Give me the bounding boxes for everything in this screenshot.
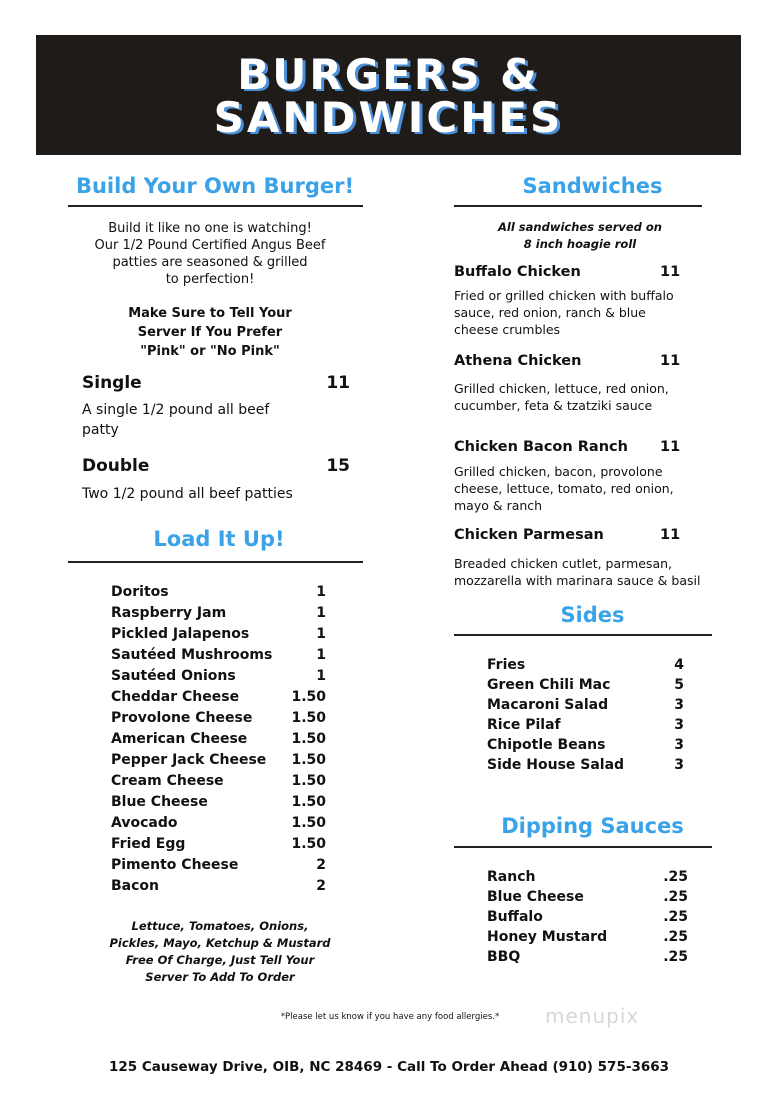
item-name: Fries (487, 657, 526, 673)
list-item (487, 887, 688, 907)
menupix-watermark: menupix (545, 1004, 640, 1028)
byob-intro-line: patties are seasoned & grilled (112, 255, 308, 270)
item-name: Blue Cheese (111, 794, 208, 810)
list-item (111, 729, 326, 750)
item-name: Ranch (487, 869, 536, 885)
sandwich-desc-line: cheese, lettuce, tomato, red onion, (454, 481, 674, 496)
item-price: 1.50 (291, 710, 326, 726)
list-item (111, 750, 326, 771)
burger-desc-line: A single 1/2 pound all beef (82, 402, 270, 418)
list-item (111, 582, 326, 603)
item-price: .25 (663, 909, 688, 925)
sandwich-desc (454, 463, 754, 514)
item-price: .25 (663, 949, 688, 965)
sandwiches-note-line: All sandwiches served on (498, 220, 662, 234)
list-item (487, 735, 684, 755)
list-item (111, 792, 326, 813)
list-item (487, 755, 684, 775)
burger-double-price: 15 (326, 456, 350, 476)
sandwich-desc (454, 555, 764, 589)
item-name: Rice Pilaf (487, 717, 561, 733)
item-name: Cheddar Cheese (111, 689, 240, 705)
item-name: Pepper Jack Cheese (111, 752, 267, 768)
item-price: 1 (316, 668, 326, 684)
item-price: .25 (663, 889, 688, 905)
sandwich-price: 11 (660, 439, 681, 455)
byob-note-line: Make Sure to Tell Your (128, 306, 292, 321)
item-price: 1 (316, 626, 326, 642)
list-item (111, 834, 326, 855)
list-item (111, 645, 326, 666)
sandwiches-note (455, 219, 705, 253)
item-price: 3 (674, 757, 684, 773)
list-item (487, 715, 684, 735)
sandwich-desc-line: Grilled chicken, bacon, provolone (454, 464, 663, 479)
item-price: 1 (316, 584, 326, 600)
sides-title: Sides (560, 603, 625, 627)
burger-double-desc (82, 484, 362, 504)
sandwiches-divider (454, 205, 702, 207)
item-name: Blue Cheese (487, 889, 584, 905)
item-price: 1.50 (291, 773, 326, 789)
burger-desc-line: patty (82, 422, 119, 438)
item-price: 1 (316, 605, 326, 621)
item-price: 1.50 (291, 731, 326, 747)
sandwiches-title: Sandwiches (522, 174, 663, 198)
burger-single-name: Single (82, 373, 142, 393)
sauces-title: Dipping Sauces (501, 814, 684, 838)
list-item (111, 771, 326, 792)
item-price: .25 (663, 869, 688, 885)
list-item (487, 927, 688, 947)
byob-intro-line: Our 1/2 Pound Certified Angus Beef (94, 238, 326, 253)
header-title-line-1: BURGERS & (237, 50, 540, 99)
sandwich-desc (454, 287, 754, 338)
sandwich-desc-line: cucumber, feta & tzatziki sauce (454, 398, 653, 413)
sandwich-desc-line: mayo & ranch (454, 498, 543, 513)
sandwiches-note-line: 8 inch hoagie roll (523, 237, 637, 251)
sauces-list (487, 867, 688, 967)
header-title-line-2: SANDWICHES (213, 93, 564, 142)
sandwich-desc-line: mozzarella with marinara sauce & basil (454, 573, 701, 588)
loadup-list (111, 582, 326, 897)
item-name: Cream Cheese (111, 773, 224, 789)
burger-desc-line: Two 1/2 pound all beef patties (82, 486, 293, 502)
item-name: Avocado (111, 815, 178, 831)
item-price: 4 (674, 657, 684, 673)
list-item (487, 947, 688, 967)
item-name: Sautéed Mushrooms (111, 647, 273, 663)
loadup-divider (68, 561, 363, 563)
item-name: BBQ (487, 949, 521, 965)
byob-title: Build Your Own Burger! (75, 174, 355, 198)
item-price: 2 (316, 878, 326, 894)
sides-divider (454, 634, 712, 636)
list-item (111, 666, 326, 687)
sandwich-desc (454, 380, 754, 414)
item-price: 3 (674, 737, 684, 753)
free-note-line: Server To Add To Order (145, 970, 295, 984)
item-price: 1.50 (291, 794, 326, 810)
item-price: 1.50 (291, 815, 326, 831)
item-name: Doritos (111, 584, 169, 600)
sandwich-desc-line: Fried or grilled chicken with buffalo (454, 288, 674, 303)
sandwich-desc-line: Breaded chicken cutlet, parmesan, (454, 556, 672, 571)
list-item (111, 876, 326, 897)
byob-note (60, 304, 360, 361)
item-name: American Cheese (111, 731, 248, 747)
item-price: 5 (674, 677, 684, 693)
byob-note-line: "Pink" or "No Pink" (140, 344, 280, 359)
item-name: Pickled Jalapenos (111, 626, 250, 642)
burger-single-price: 11 (326, 373, 350, 393)
sandwich-desc-line: Grilled chicken, lettuce, red onion, (454, 381, 669, 396)
item-name: Honey Mustard (487, 929, 608, 945)
item-name: Side House Salad (487, 757, 625, 773)
burger-double-name: Double (82, 456, 150, 476)
sandwich-desc-line: sauce, red onion, ranch & blue (454, 305, 646, 320)
byob-intro (60, 220, 360, 288)
item-name: Bacon (111, 878, 160, 894)
item-price: .25 (663, 929, 688, 945)
sides-list (487, 655, 684, 775)
list-item (487, 655, 684, 675)
list-item (111, 624, 326, 645)
list-item (111, 855, 326, 876)
byob-note-line: Server If You Prefer (137, 325, 283, 340)
sandwich-name: Buffalo Chicken (454, 264, 581, 280)
sandwich-price: 11 (660, 353, 681, 369)
item-price: 1.50 (291, 689, 326, 705)
byob-intro-line: Build it like no one is watching! (108, 221, 312, 236)
item-name: Pimento Cheese (111, 857, 239, 873)
burger-single-desc (82, 400, 342, 440)
sauces-divider (454, 846, 712, 848)
list-item (487, 907, 688, 927)
item-name: Green Chili Mac (487, 677, 611, 693)
menu-header (36, 35, 741, 155)
free-note-line: Free Of Charge, Just Tell Your (125, 953, 315, 967)
list-item (487, 695, 684, 715)
item-name: Chipotle Beans (487, 737, 606, 753)
free-toppings-note (80, 918, 360, 986)
sandwich-name: Athena Chicken (454, 353, 582, 369)
item-name: Provolone Cheese (111, 710, 253, 726)
footer-address: 125 Causeway Drive, OIB, NC 28469 - Call To Order Ahead (910) 575-3663 (108, 1059, 670, 1075)
item-name: Raspberry Jam (111, 605, 227, 621)
item-name: Fried Egg (111, 836, 186, 852)
sandwich-desc-line: cheese crumbles (454, 322, 561, 337)
item-name: Buffalo (487, 909, 543, 925)
item-name: Macaroni Salad (487, 697, 609, 713)
free-note-line: Lettuce, Tomatoes, Onions, (131, 919, 309, 933)
list-item (111, 603, 326, 624)
list-item (111, 708, 326, 729)
list-item (487, 867, 688, 887)
item-price: 1 (316, 647, 326, 663)
byob-intro-line: to perfection! (165, 272, 255, 287)
sandwich-price: 11 (660, 264, 681, 280)
item-price: 3 (674, 717, 684, 733)
item-price: 1.50 (291, 836, 326, 852)
allergy-note: *Please let us know if you have any food allergies.* (280, 1012, 500, 1022)
item-price: 3 (674, 697, 684, 713)
item-name: Sautéed Onions (111, 668, 236, 684)
item-price: 1.50 (291, 752, 326, 768)
sandwich-name: Chicken Parmesan (454, 527, 604, 543)
item-price: 2 (316, 857, 326, 873)
list-item (111, 687, 326, 708)
sandwich-name: Chicken Bacon Ranch (454, 439, 628, 455)
sandwich-price: 11 (660, 527, 681, 543)
list-item (111, 813, 326, 834)
byob-divider (68, 205, 363, 207)
list-item (487, 675, 684, 695)
loadup-title: Load It Up! (153, 527, 285, 551)
free-note-line: Pickles, Mayo, Ketchup & Mustard (109, 936, 331, 950)
